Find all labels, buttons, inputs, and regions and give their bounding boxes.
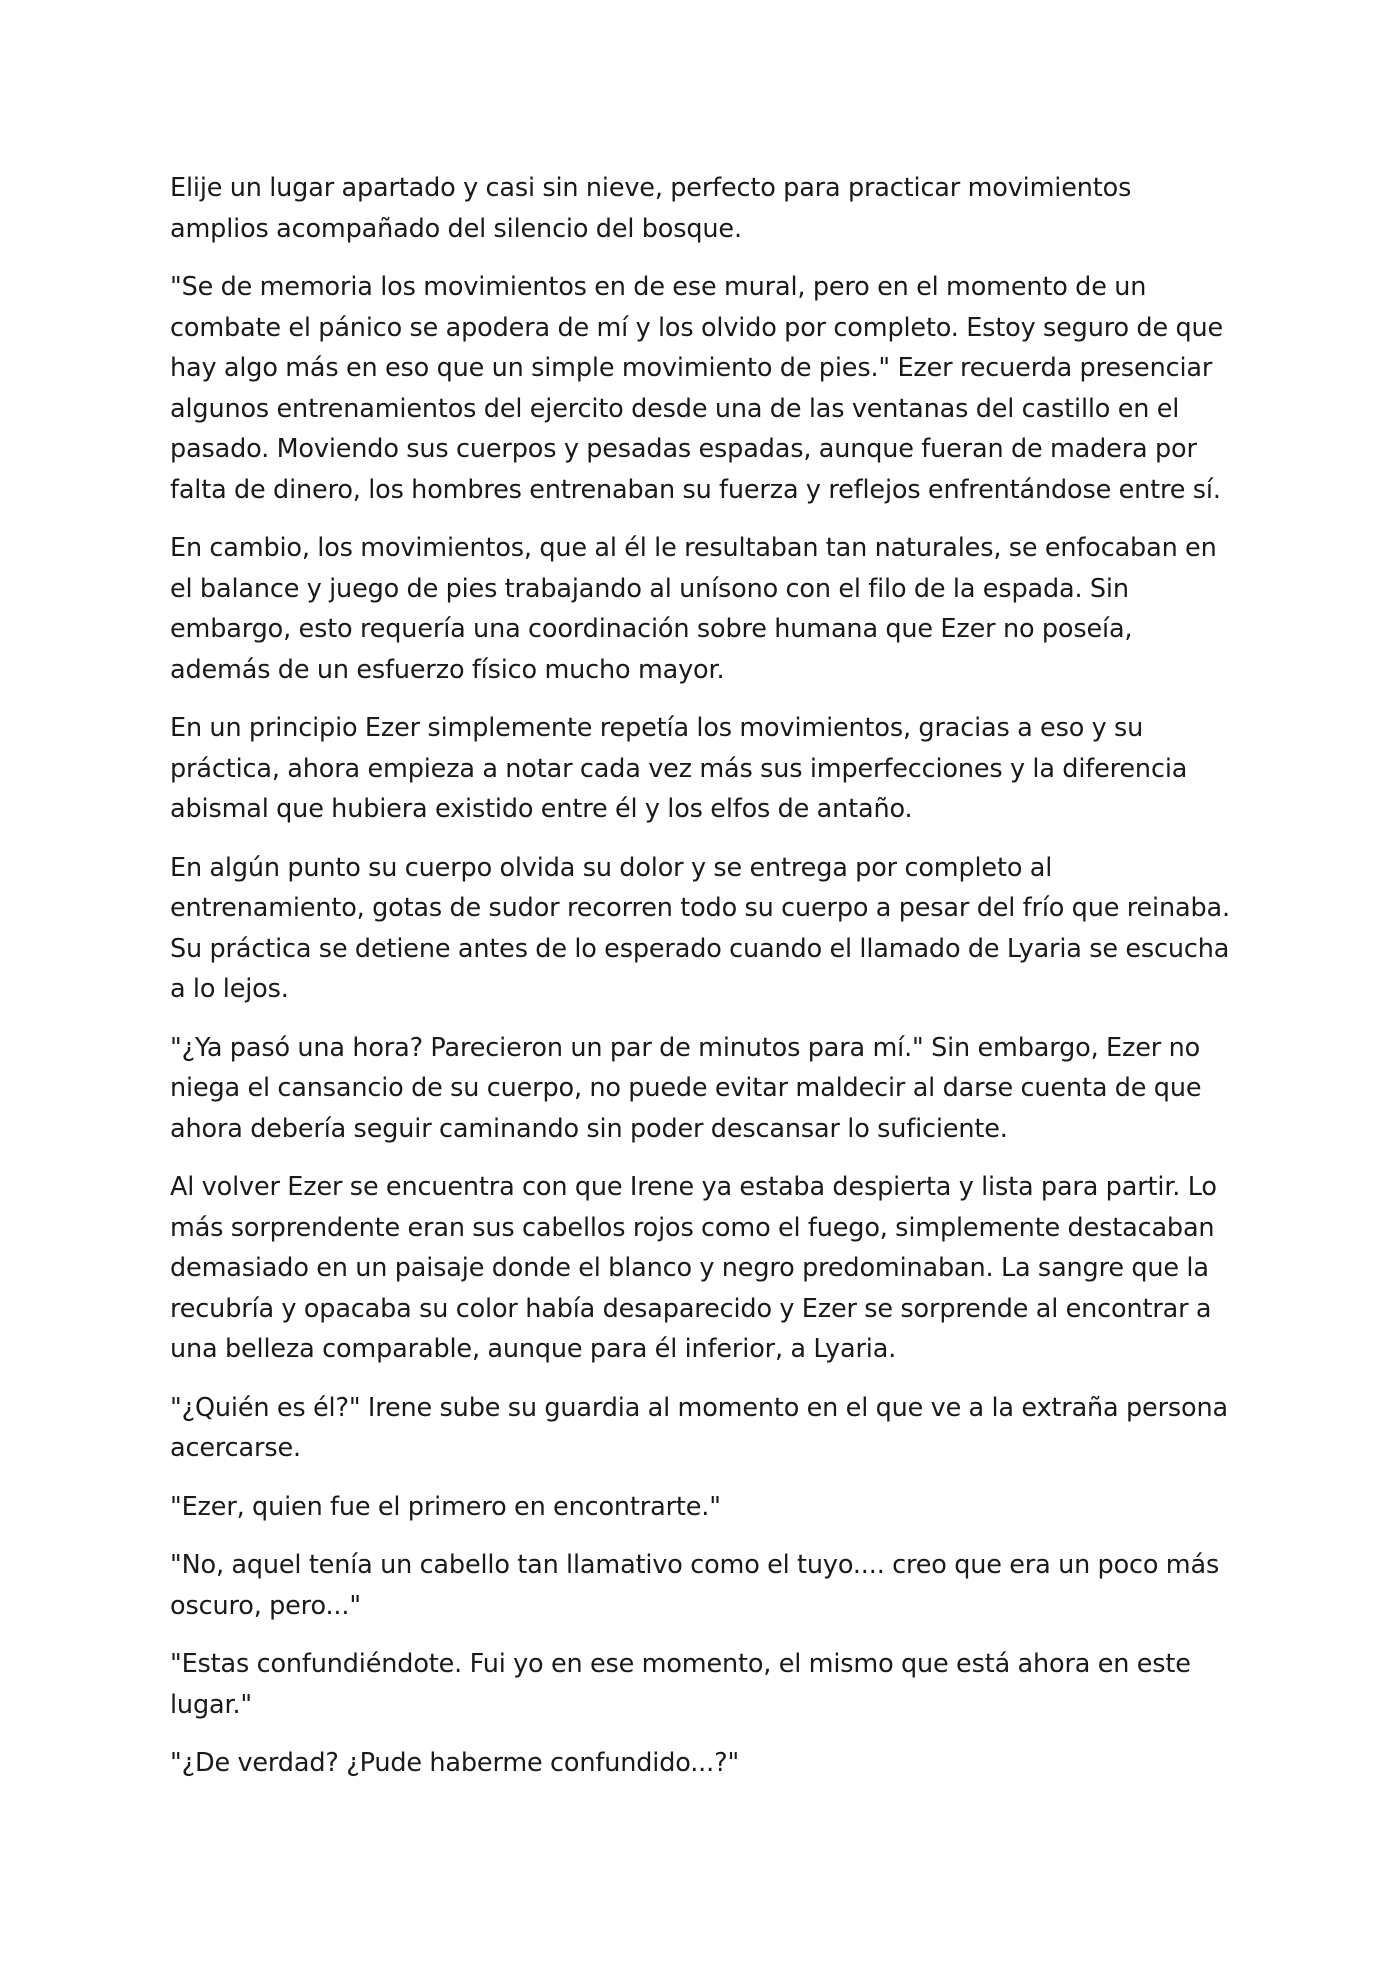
paragraph: "No, aquel tenía un cabello tan llamativo como el tuyo.... creo que era un poco más oscuro, pero..." bbox=[170, 1550, 1220, 1621]
paragraph: Elije un lugar apartado y casi sin nieve, perfecto para practicar movimientos amplios acompañado del silencio del bosque. bbox=[170, 173, 1132, 244]
paragraph: "¿Ya pasó una hora? Parecieron un par de minutos para mí." Sin embargo, Ezer no niega el cansancio de su cuerpo, no puede evitar maldecir al darse cuenta de que ahora debería seguir caminando sin poder descansar lo suficiente. bbox=[170, 1032, 1202, 1144]
paragraph: "¿Quién es él?" Irene sube su guardia al momento en el que ve a la extraña persona acercarse. bbox=[170, 1392, 1228, 1463]
paragraph: "¿De verdad? ¿Pude haberme confundido...?" bbox=[170, 1748, 740, 1778]
paragraph: "Se de memoria los movimientos en de ese mural, pero en el momento de un combate el pánico se apodera de mí y los olvido por completo. Estoy seguro de que hay algo más en eso que un simple movimiento de pies." Ezer recuerda presenciar algunos entrenamientos del ejercito desde una de las ventanas del castillo en el pasado. Moviendo sus cuerpos y pesadas espadas, aunque fueran de madera por falta de dinero, los hombres entrenaban su fuerza y reflejos enfrentándose entre sí. bbox=[170, 272, 1224, 505]
paragraph: Al volver Ezer se encuentra con que Irene ya estaba despierta y lista para partir. Lo más sorprendente eran sus cabellos rojos como el fuego, simplemente destacaban demasiado en un paisaje donde el blanco y negro predominaban. La sangre que la recubría y opacaba su color había desaparecido y Ezer se sorprende al encontrar a una belleza comparable, aunque para él inferior, a Lyaria. bbox=[170, 1172, 1217, 1364]
paragraph: "Estas confundiéndote. Fui yo en ese momento, el mismo que está ahora en este lugar." bbox=[170, 1649, 1191, 1720]
paragraph: "Ezer, quien fue el primero en encontrarte." bbox=[170, 1491, 721, 1522]
paragraph: En un principio Ezer simplemente repetía los movimientos, gracias a eso y su práctica, ahora empieza a notar cada vez más sus imperfecciones y la diferencia abismal que hubiera existido entre él y los elfos de antaño. bbox=[170, 713, 1188, 824]
paragraph: En algún punto su cuerpo olvida su dolor y se entrega por completo al entrenamiento, gotas de sudor recorren todo su cuerpo a pesar del frío que reinaba. Su práctica se detiene antes de lo esperado cuando el llamado de Lyaria se escucha a lo lejos. bbox=[170, 852, 1230, 1004]
paragraph: En cambio, los movimientos, que al él le resultaban tan naturales, se enfocaban en el balance y juego de pies trabajando al unísono con el filo de la espada. Sin embargo, esto requería una coordinación sobre humana que Ezer no poseía, además de un esfuerzo físico mucho mayor. bbox=[170, 533, 1217, 685]
